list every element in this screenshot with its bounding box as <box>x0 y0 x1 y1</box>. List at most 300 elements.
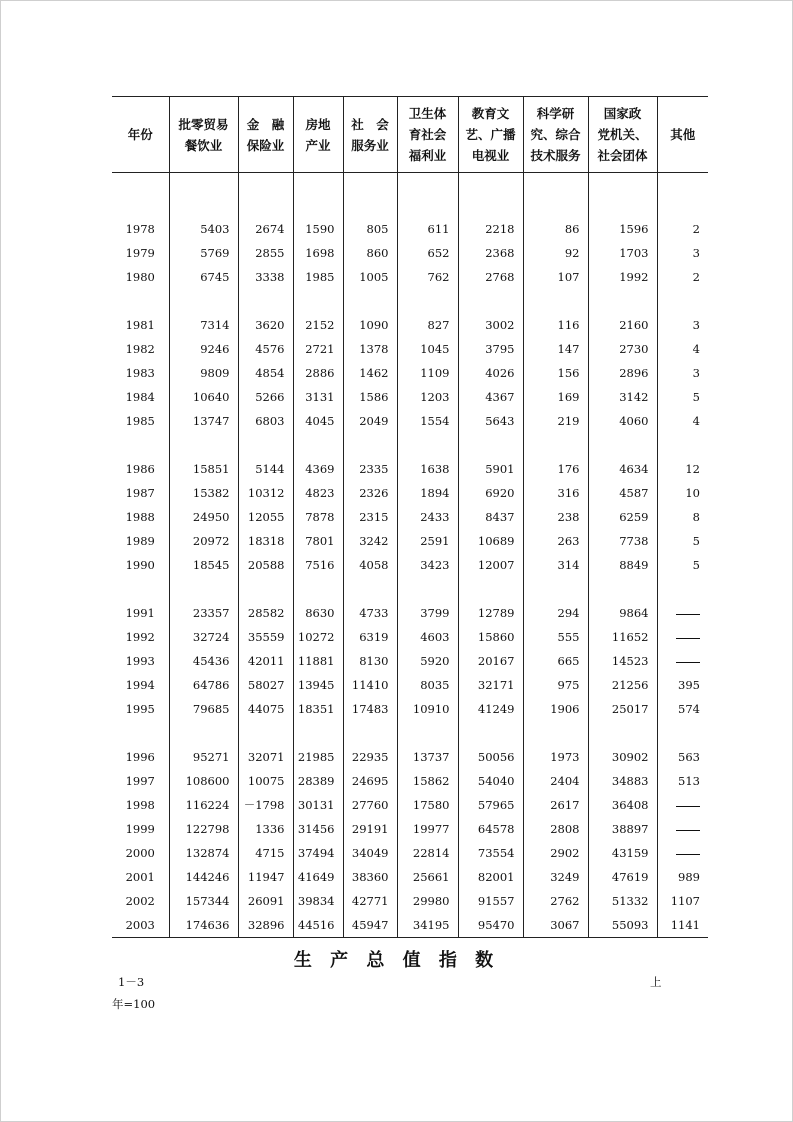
value-cell: 1638 <box>397 457 458 481</box>
value-cell: 5920 <box>397 649 458 673</box>
column-header <box>523 97 588 173</box>
table-row <box>112 457 708 481</box>
spacer-cell <box>588 173 657 196</box>
value-cell: 54040 <box>458 769 523 793</box>
value-cell: 10910 <box>397 697 458 721</box>
value-cell: 1045 <box>397 337 458 361</box>
value-cell: 3131 <box>293 385 343 409</box>
spacer-cell <box>458 577 523 601</box>
value-cell: 28582 <box>238 601 293 625</box>
value-cell: 29980 <box>397 889 458 913</box>
value-cell: 4 <box>657 409 708 433</box>
value-cell: 294 <box>523 601 588 625</box>
value-cell: 4854 <box>238 361 293 385</box>
spacer-cell <box>238 173 293 196</box>
value-cell: 2049 <box>343 409 397 433</box>
value-cell: 34195 <box>397 913 458 938</box>
value-cell: 2 <box>657 265 708 289</box>
value-cell: 8630 <box>293 601 343 625</box>
table-row <box>112 481 708 505</box>
value-cell: 3620 <box>238 313 293 337</box>
value-cell: 32071 <box>238 745 293 769</box>
value-cell: 3242 <box>343 529 397 553</box>
value-cell <box>657 817 708 841</box>
spacer-cell <box>169 173 238 196</box>
year-cell: 1985 <box>125 414 155 428</box>
value-cell: 1462 <box>343 361 397 385</box>
value-cell: 26091 <box>238 889 293 913</box>
table-body <box>112 173 708 938</box>
year-cell: 1999 <box>125 822 155 836</box>
note-right: 上 <box>650 975 662 989</box>
value-cell: 1554 <box>397 409 458 433</box>
value-cell: 11652 <box>588 625 657 649</box>
spacer-cell <box>523 289 588 313</box>
year-cell: 1989 <box>125 534 155 548</box>
value-cell: 17580 <box>397 793 458 817</box>
value-cell: 3002 <box>458 313 523 337</box>
table-row <box>112 697 708 721</box>
value-cell: 395 <box>657 673 708 697</box>
value-cell: 7738 <box>588 529 657 553</box>
value-cell: 20588 <box>238 553 293 577</box>
year-cell: 1998 <box>125 798 155 812</box>
value-cell: 3 <box>657 313 708 337</box>
spacer-cell <box>293 289 343 313</box>
spacer-row <box>112 721 708 745</box>
year-cell: 1986 <box>125 462 155 476</box>
value-cell: 25017 <box>588 697 657 721</box>
value-cell: 4026 <box>458 361 523 385</box>
value-cell: 12789 <box>458 601 523 625</box>
year-cell: 1991 <box>125 606 155 620</box>
value-cell: 11410 <box>343 673 397 697</box>
value-cell: 86 <box>523 217 588 241</box>
year-cell: 1995 <box>125 702 155 716</box>
value-cell: 19977 <box>397 817 458 841</box>
table-row <box>112 265 708 289</box>
value-cell: 156 <box>523 361 588 385</box>
value-cell: 144246 <box>169 865 238 889</box>
table-row <box>112 529 708 553</box>
value-cell: 316 <box>523 481 588 505</box>
value-cell: 2886 <box>293 361 343 385</box>
value-cell: 2674 <box>238 217 293 241</box>
spacer-row <box>112 433 708 457</box>
value-cell: 9246 <box>169 337 238 361</box>
spacer-cell <box>458 173 523 196</box>
spacer-cell <box>238 289 293 313</box>
value-cell: 44075 <box>238 697 293 721</box>
spacer-cell <box>169 289 238 313</box>
table-row <box>112 337 708 361</box>
value-cell <box>657 649 708 673</box>
year-cell: 2001 <box>125 870 155 884</box>
value-cell: 12 <box>657 457 708 481</box>
value-cell: 11881 <box>293 649 343 673</box>
spacer-cell <box>343 173 397 196</box>
table-row <box>112 505 708 529</box>
value-cell: 132874 <box>169 841 238 865</box>
spacer-cell <box>343 577 397 601</box>
value-cell: 38360 <box>343 865 397 889</box>
value-cell: 1698 <box>293 241 343 265</box>
header-line: 社 会 <box>351 116 389 132</box>
dash-mark <box>676 662 700 663</box>
value-cell: 31456 <box>293 817 343 841</box>
column-header <box>112 97 169 173</box>
value-cell: 15862 <box>397 769 458 793</box>
value-cell: 91557 <box>458 889 523 913</box>
spacer-cell <box>523 173 588 196</box>
value-cell: 5643 <box>458 409 523 433</box>
value-cell: 219 <box>523 409 588 433</box>
value-cell: 22814 <box>397 841 458 865</box>
column-header <box>397 97 458 173</box>
spacer-cell <box>588 577 657 601</box>
value-cell: 2315 <box>343 505 397 529</box>
table-row <box>112 361 708 385</box>
year-cell: 1982 <box>125 342 155 356</box>
value-cell: 24695 <box>343 769 397 793</box>
value-cell: 665 <box>523 649 588 673</box>
value-cell: 4733 <box>343 601 397 625</box>
dash-mark <box>676 614 700 615</box>
base-year-note: 年=100 <box>112 997 156 1011</box>
value-cell: 147 <box>523 337 588 361</box>
value-cell: 3795 <box>458 337 523 361</box>
spacer-cell <box>458 195 523 217</box>
value-cell: 827 <box>397 313 458 337</box>
value-cell: 2 <box>657 217 708 241</box>
spacer-cell <box>169 195 238 217</box>
value-cell: 17483 <box>343 697 397 721</box>
value-cell: 25661 <box>397 865 458 889</box>
value-cell: 12007 <box>458 553 523 577</box>
spacer-cell <box>238 577 293 601</box>
value-cell: 21985 <box>293 745 343 769</box>
spacer-row <box>112 577 708 601</box>
header-line: 批零贸易 <box>178 116 229 132</box>
table-row <box>112 913 708 938</box>
column-header <box>458 97 523 173</box>
value-cell: 13747 <box>169 409 238 433</box>
value-cell: 47619 <box>588 865 657 889</box>
spacer-cell <box>293 721 343 745</box>
value-cell <box>657 625 708 649</box>
value-cell: 2896 <box>588 361 657 385</box>
value-cell: 32171 <box>458 673 523 697</box>
value-cell: 51332 <box>588 889 657 913</box>
value-cell: 555 <box>523 625 588 649</box>
value-cell: 2591 <box>397 529 458 553</box>
spacer-cell <box>169 577 238 601</box>
value-cell: 6803 <box>238 409 293 433</box>
spacer-cell <box>588 289 657 313</box>
table-row <box>112 889 708 913</box>
column-header <box>343 97 397 173</box>
value-cell: 4576 <box>238 337 293 361</box>
value-cell <box>657 793 708 817</box>
value-cell: 2762 <box>523 889 588 913</box>
value-cell: 1985 <box>293 265 343 289</box>
value-cell: 2721 <box>293 337 343 361</box>
value-cell: 2730 <box>588 337 657 361</box>
header-line: 科学研 <box>536 106 575 121</box>
year-cell: 1994 <box>125 678 155 692</box>
value-cell: 36408 <box>588 793 657 817</box>
spacer-cell <box>293 173 343 196</box>
value-cell: 5403 <box>169 217 238 241</box>
value-cell: 15851 <box>169 457 238 481</box>
value-cell: 116 <box>523 313 588 337</box>
value-cell: 1894 <box>397 481 458 505</box>
header-line: 电视业 <box>471 148 510 163</box>
spacer-cell <box>397 195 458 217</box>
value-cell: 8849 <box>588 553 657 577</box>
header-line: 教育文 <box>471 106 510 121</box>
value-cell: 2433 <box>397 505 458 529</box>
value-cell: 1906 <box>523 697 588 721</box>
table-row <box>112 817 708 841</box>
spacer-cell <box>523 721 588 745</box>
value-cell: 2160 <box>588 313 657 337</box>
value-cell: 43159 <box>588 841 657 865</box>
dash-mark <box>676 830 700 831</box>
value-cell: 8035 <box>397 673 458 697</box>
year-cell: 1978 <box>125 222 155 236</box>
value-cell: 314 <box>523 553 588 577</box>
value-cell: 20972 <box>169 529 238 553</box>
spacer-cell <box>657 195 708 217</box>
value-cell: 108600 <box>169 769 238 793</box>
value-cell: 1703 <box>588 241 657 265</box>
value-cell: 4823 <box>293 481 343 505</box>
spacer-cell <box>238 433 293 457</box>
value-cell: 38897 <box>588 817 657 841</box>
value-cell: 32724 <box>169 625 238 649</box>
table-row <box>112 673 708 697</box>
value-cell: 574 <box>657 697 708 721</box>
value-cell <box>657 601 708 625</box>
value-cell: 5 <box>657 529 708 553</box>
value-cell: 42771 <box>343 889 397 913</box>
header-line: 社会团体 <box>597 148 648 163</box>
value-cell: 9864 <box>588 601 657 625</box>
header-line: 艺、广播 <box>465 127 516 142</box>
spacer-cell <box>523 433 588 457</box>
value-cell: 41249 <box>458 697 523 721</box>
value-cell: 35559 <box>238 625 293 649</box>
value-cell: 18545 <box>169 553 238 577</box>
value-cell: 2335 <box>343 457 397 481</box>
value-cell: 611 <box>397 217 458 241</box>
header-line: 技术服务 <box>530 148 581 163</box>
header-line: 究、综合 <box>530 127 581 142</box>
value-cell: 1973 <box>523 745 588 769</box>
value-cell: 42011 <box>238 649 293 673</box>
table-row <box>112 313 708 337</box>
value-cell: 30902 <box>588 745 657 769</box>
header-line: 餐饮业 <box>184 137 223 153</box>
value-cell: 1005 <box>343 265 397 289</box>
header-line: 保险业 <box>246 137 285 153</box>
value-cell: 2808 <box>523 817 588 841</box>
value-cell: 34049 <box>343 841 397 865</box>
value-cell: 37494 <box>293 841 343 865</box>
spacer-row <box>112 195 708 217</box>
value-cell: 10640 <box>169 385 238 409</box>
value-cell: 3 <box>657 361 708 385</box>
spacer-cell <box>657 721 708 745</box>
next-table-title: 生 产 总 值 指 数 <box>293 950 500 971</box>
spacer-cell <box>588 433 657 457</box>
header-line: 其他 <box>670 127 696 142</box>
spacer-row <box>112 173 708 196</box>
value-cell: 39834 <box>293 889 343 913</box>
spacer-cell <box>112 433 169 457</box>
spacer-row <box>112 289 708 313</box>
value-cell: 3423 <box>397 553 458 577</box>
value-cell: 762 <box>397 265 458 289</box>
spacer-cell <box>458 289 523 313</box>
column-header <box>657 97 708 173</box>
value-cell: 64786 <box>169 673 238 697</box>
value-cell: 4060 <box>588 409 657 433</box>
value-cell: 82001 <box>458 865 523 889</box>
value-cell: 989 <box>657 865 708 889</box>
value-cell: 176 <box>523 457 588 481</box>
value-cell: 4045 <box>293 409 343 433</box>
header-line: 育社会 <box>408 127 447 142</box>
header-line: 服务业 <box>351 137 389 153</box>
value-cell: 1992 <box>588 265 657 289</box>
spacer-cell <box>657 433 708 457</box>
value-cell: 1141 <box>657 913 708 938</box>
value-cell: 22935 <box>343 745 397 769</box>
spacer-cell <box>397 173 458 196</box>
value-cell: 169 <box>523 385 588 409</box>
year-cell: 1980 <box>125 270 155 284</box>
table-row <box>112 217 708 241</box>
value-cell: 10 <box>657 481 708 505</box>
value-cell: 29191 <box>343 817 397 841</box>
table-row <box>112 625 708 649</box>
spacer-cell <box>458 721 523 745</box>
value-cell: 30131 <box>293 793 343 817</box>
spacer-cell <box>397 721 458 745</box>
value-cell: 4587 <box>588 481 657 505</box>
value-cell: 1109 <box>397 361 458 385</box>
value-cell: 2617 <box>523 793 588 817</box>
value-cell: 3249 <box>523 865 588 889</box>
value-cell: 41649 <box>293 865 343 889</box>
value-cell: 10272 <box>293 625 343 649</box>
value-cell: 5 <box>657 385 708 409</box>
value-cell: 10075 <box>238 769 293 793</box>
spacer-cell <box>588 721 657 745</box>
value-cell: 4369 <box>293 457 343 481</box>
spacer-cell <box>657 577 708 601</box>
value-cell: 513 <box>657 769 708 793</box>
value-cell: 1378 <box>343 337 397 361</box>
value-cell: 9809 <box>169 361 238 385</box>
year-cell: 2002 <box>125 894 155 908</box>
value-cell: 73554 <box>458 841 523 865</box>
value-cell: 20167 <box>458 649 523 673</box>
spacer-cell <box>293 577 343 601</box>
year-cell: 2003 <box>112 913 169 938</box>
year-cell: 1979 <box>125 246 155 260</box>
value-cell: 14523 <box>588 649 657 673</box>
spacer-cell <box>293 195 343 217</box>
spacer-cell <box>112 173 169 196</box>
spacer-cell <box>343 433 397 457</box>
value-cell: 1590 <box>293 217 343 241</box>
column-header <box>238 97 293 173</box>
value-cell: 3799 <box>397 601 458 625</box>
value-cell: 95271 <box>169 745 238 769</box>
value-cell: 45947 <box>343 913 397 938</box>
value-cell: 238 <box>523 505 588 529</box>
value-cell: 57965 <box>458 793 523 817</box>
value-cell: 10689 <box>458 529 523 553</box>
value-cell: 58027 <box>238 673 293 697</box>
value-cell: 50056 <box>458 745 523 769</box>
year-cell: 1984 <box>125 390 155 404</box>
table-row <box>112 601 708 625</box>
value-cell: 122798 <box>169 817 238 841</box>
value-cell: 15382 <box>169 481 238 505</box>
year-cell: 1988 <box>125 510 155 524</box>
value-cell: 6259 <box>588 505 657 529</box>
value-cell: 10312 <box>238 481 293 505</box>
value-cell: 1586 <box>343 385 397 409</box>
value-cell: 34883 <box>588 769 657 793</box>
spacer-cell <box>657 173 708 196</box>
value-cell: 7314 <box>169 313 238 337</box>
table-row <box>112 841 708 865</box>
spacer-cell <box>523 195 588 217</box>
value-cell: 7516 <box>293 553 343 577</box>
value-cell: 2368 <box>458 241 523 265</box>
spacer-cell <box>523 577 588 601</box>
value-cell: 2218 <box>458 217 523 241</box>
value-cell <box>657 841 708 865</box>
year-cell: 1983 <box>125 366 155 380</box>
column-header <box>169 97 238 173</box>
data-table <box>112 96 708 938</box>
table-row <box>112 241 708 265</box>
value-cell: 2768 <box>458 265 523 289</box>
value-cell: 4058 <box>343 553 397 577</box>
spacer-cell <box>343 289 397 313</box>
spacer-cell <box>397 577 458 601</box>
spacer-cell <box>458 433 523 457</box>
dash-mark <box>676 806 700 807</box>
value-cell: 55093 <box>588 913 657 938</box>
value-cell: 5144 <box>238 457 293 481</box>
spacer-cell <box>588 195 657 217</box>
spacer-cell <box>112 721 169 745</box>
table-row <box>112 649 708 673</box>
value-cell: 95470 <box>458 913 523 938</box>
value-cell: 13737 <box>397 745 458 769</box>
spacer-cell <box>657 289 708 313</box>
value-cell: 4367 <box>458 385 523 409</box>
value-cell: 4 <box>657 337 708 361</box>
value-cell: 3142 <box>588 385 657 409</box>
